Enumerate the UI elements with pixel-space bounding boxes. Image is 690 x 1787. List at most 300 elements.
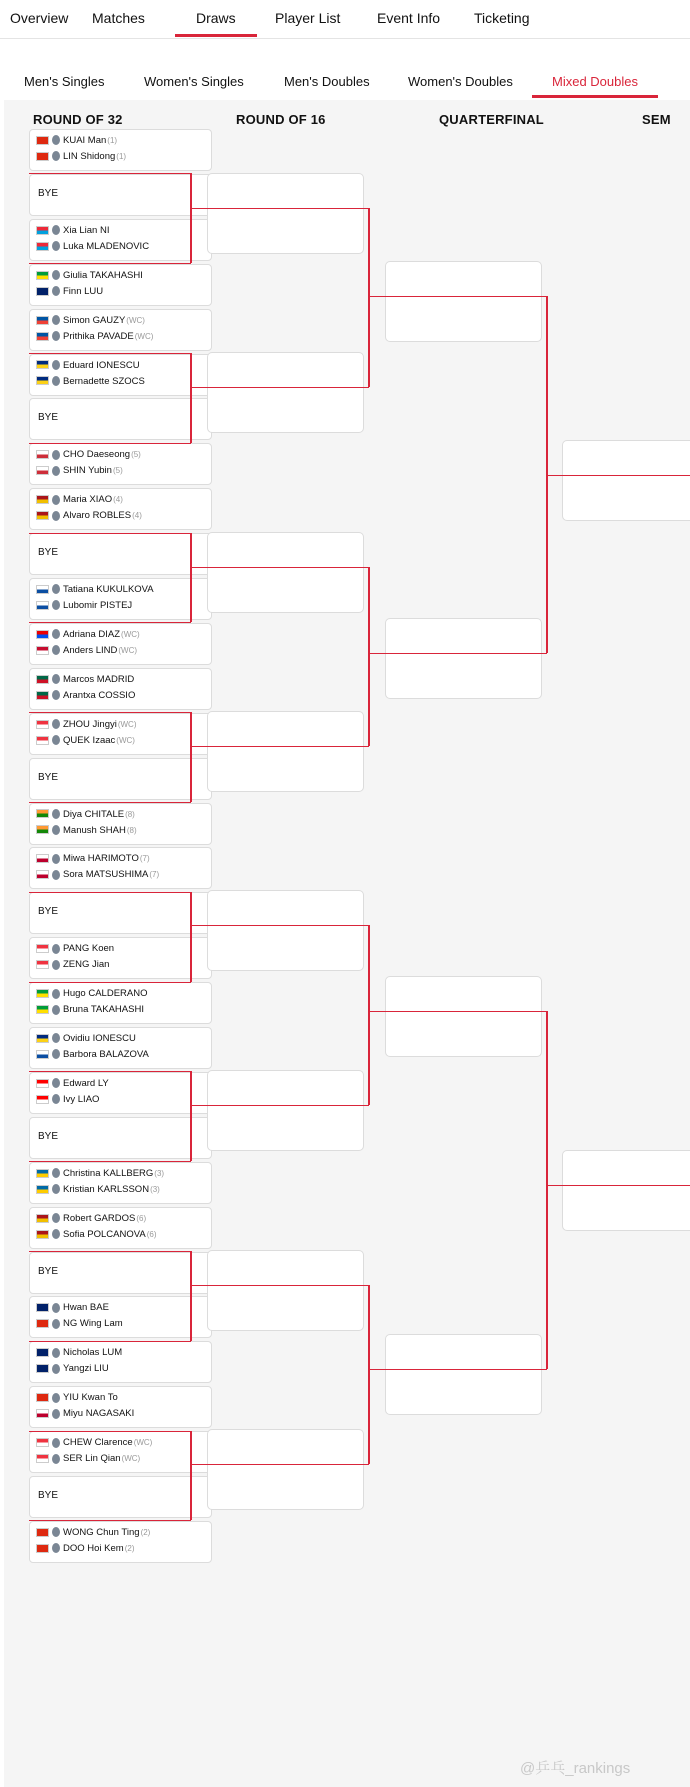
flag-icon-mex — [36, 675, 49, 684]
player-avatar — [52, 960, 60, 970]
flag-icon-esp — [36, 1214, 49, 1223]
seed-label: (1) — [107, 136, 118, 145]
pair-entry[interactable] — [29, 1027, 212, 1069]
player-name[interactable]: Bruna TAKAHASHI — [63, 1004, 144, 1016]
player-name[interactable]: Kristian KARLSSON — [63, 1183, 150, 1195]
flag-icon-rou — [36, 1034, 49, 1043]
bracket-connector — [29, 892, 191, 893]
bracket-connector — [191, 387, 369, 388]
player-avatar — [52, 1229, 60, 1239]
bracket-connector — [29, 622, 191, 623]
bye-slot — [29, 1117, 212, 1159]
player-avatar — [52, 135, 60, 145]
player-name[interactable]: Maria XIAO — [63, 494, 113, 506]
round-of-16-match[interactable] — [207, 173, 364, 254]
seed-label: (3) — [150, 1184, 160, 1194]
player-row[interactable] — [36, 1301, 211, 1315]
player-name[interactable]: CHEW Clarence — [63, 1437, 133, 1449]
player-name[interactable]: Robert GARDOS — [63, 1212, 136, 1224]
player-name[interactable]: ZENG Jian — [63, 959, 110, 971]
player-row[interactable] — [36, 359, 211, 373]
player-name[interactable]: Eduard IONESCU — [63, 359, 140, 371]
player-avatar — [52, 1438, 60, 1448]
player-avatar — [52, 825, 60, 835]
player-name[interactable]: Prithika PAVADE — [63, 330, 134, 342]
player-avatar — [52, 1184, 60, 1194]
player-avatar — [52, 376, 60, 386]
player-name[interactable]: QUEK Izaac — [63, 734, 116, 746]
event-tab-women-s-doubles[interactable]: Women's Doubles — [408, 74, 513, 89]
round-header-r32: ROUND OF 32 — [33, 112, 123, 127]
pair-entry[interactable] — [29, 129, 212, 171]
player-row[interactable] — [36, 509, 211, 523]
pair-entry[interactable] — [29, 1521, 212, 1563]
pair-entry[interactable] — [29, 578, 212, 620]
bracket-connector — [190, 533, 192, 623]
flag-icon-lux — [36, 242, 49, 251]
pair-entry[interactable] — [29, 1072, 212, 1114]
pair-entry[interactable] — [29, 219, 212, 261]
player-row[interactable] — [36, 330, 211, 344]
flag-icon-svk — [36, 1050, 49, 1059]
seed-label: (2) — [124, 1543, 135, 1553]
player-row[interactable] — [36, 314, 211, 328]
bracket-connector — [29, 443, 191, 444]
bracket-connector — [191, 1285, 369, 1286]
round-header-sf: SEM — [642, 112, 671, 127]
player-row[interactable] — [36, 942, 211, 956]
player-name[interactable]: Hugo CALDERANO — [63, 988, 148, 1000]
bracket-connector — [29, 353, 191, 354]
player-name[interactable]: Barbora BALAZOVA — [63, 1049, 149, 1060]
active-event-indicator — [532, 95, 658, 98]
player-row[interactable] — [36, 734, 211, 748]
player-avatar — [52, 989, 60, 999]
flag-icon-esp — [36, 1230, 49, 1239]
pair-entry[interactable] — [29, 982, 212, 1024]
bracket-connector — [29, 173, 191, 174]
player-name[interactable]: Ivy LIAO — [63, 1093, 100, 1105]
player-row[interactable] — [36, 958, 211, 972]
seed-label: (8) — [125, 809, 135, 819]
player-avatar — [52, 495, 60, 505]
event-tab-men-s-singles[interactable]: Men's Singles — [24, 74, 105, 89]
event-tab-women-s-singles[interactable]: Women's Singles — [144, 74, 244, 89]
player-avatar — [52, 719, 60, 729]
player-name[interactable]: SER Lin Qian — [63, 1453, 121, 1465]
pair-entry[interactable] — [29, 1296, 212, 1338]
player-avatar — [52, 735, 60, 745]
flag-icon-jpn — [36, 870, 49, 879]
seed-label: (5) — [112, 466, 123, 476]
quarterfinal-match[interactable] — [385, 618, 542, 699]
player-avatar — [52, 1303, 60, 1313]
flag-icon-esp — [36, 495, 49, 504]
bye-label: BYE — [38, 1130, 59, 1142]
bracket-connector — [369, 296, 547, 297]
player-name[interactable]: ZHOU Jingyi — [63, 718, 117, 730]
player-name[interactable]: CHO Daeseong — [63, 449, 131, 461]
round-of-16-match[interactable] — [207, 890, 364, 971]
bracket-connector — [29, 1341, 191, 1342]
flag-icon-svk — [36, 601, 49, 610]
bracket-connector — [190, 892, 192, 982]
player-row[interactable] — [36, 868, 211, 882]
seed-label: (WC) — [118, 645, 138, 655]
flag-icon-fra — [36, 316, 49, 325]
flag-icon-aus — [36, 287, 49, 296]
flag-icon-fra — [36, 332, 49, 341]
player-avatar — [52, 1364, 60, 1374]
player-row[interactable] — [36, 134, 211, 148]
player-avatar — [52, 629, 60, 639]
flag-icon-hkg — [36, 1393, 49, 1402]
flag-icon-jpn — [36, 1409, 49, 1418]
player-avatar — [52, 1319, 60, 1329]
seed-label: (4) — [132, 511, 142, 521]
flag-icon-sgp — [36, 720, 49, 729]
bye-slot — [29, 892, 212, 934]
flag-icon-bra — [36, 989, 49, 998]
round-of-16-match[interactable] — [207, 711, 364, 792]
seed-label: (8) — [126, 825, 137, 835]
player-row[interactable] — [36, 852, 211, 866]
pair-entry[interactable] — [29, 1207, 212, 1249]
player-row[interactable] — [36, 1167, 211, 1181]
nav-tab-overview[interactable]: Overview — [10, 10, 69, 26]
player-row[interactable] — [36, 1346, 211, 1360]
pair-entry[interactable] — [29, 1431, 212, 1473]
round-of-16-match[interactable] — [207, 1250, 364, 1331]
player-name[interactable]: LIN Shidong — [63, 151, 116, 162]
player-avatar — [52, 466, 60, 476]
player-name[interactable]: Miwa HARIMOTO — [63, 853, 139, 865]
player-avatar — [52, 360, 60, 370]
round-header-r16: ROUND OF 16 — [236, 112, 326, 127]
bracket-connector — [368, 1285, 370, 1464]
bye-label: BYE — [38, 1265, 59, 1277]
player-row[interactable] — [36, 1077, 211, 1091]
player-row[interactable] — [36, 718, 211, 732]
player-avatar — [52, 286, 60, 296]
flag-icon-esp — [36, 511, 49, 520]
pair-entry[interactable] — [29, 937, 212, 979]
bracket-connector — [191, 746, 369, 747]
active-nav-indicator — [175, 34, 257, 37]
player-avatar — [52, 854, 60, 864]
flag-icon-swe — [36, 1169, 49, 1178]
player-name[interactable]: Marcos MADRID — [63, 673, 135, 685]
player-row[interactable] — [36, 644, 211, 658]
player-row[interactable] — [36, 1228, 211, 1242]
event-tab-men-s-doubles[interactable]: Men's Doubles — [284, 74, 370, 89]
player-name[interactable]: Edward LY — [63, 1077, 109, 1089]
pair-entry[interactable] — [29, 1341, 212, 1383]
seed-label: (6) — [136, 1213, 147, 1223]
bracket-connector — [191, 925, 369, 926]
player-row[interactable] — [36, 1452, 211, 1466]
player-avatar — [52, 331, 60, 341]
pair-entry[interactable] — [29, 847, 212, 889]
player-row[interactable] — [36, 493, 211, 507]
player-avatar — [52, 1094, 60, 1104]
player-row[interactable] — [36, 1542, 211, 1556]
player-name[interactable]: Giulia TAKAHASHI — [63, 269, 143, 281]
player-name[interactable]: WONG Chun Ting — [63, 1526, 140, 1538]
round-of-16-match[interactable] — [207, 1070, 364, 1151]
flag-icon-sgp — [36, 944, 49, 953]
bracket-connector — [29, 1161, 191, 1162]
player-avatar — [52, 690, 60, 700]
seed-label: (WC) — [133, 1438, 153, 1448]
pair-entry[interactable] — [29, 1386, 212, 1428]
player-avatar — [52, 584, 60, 594]
player-avatar — [52, 1348, 60, 1358]
player-name[interactable]: Sora MATSUSHIMA — [63, 869, 149, 881]
player-avatar — [52, 511, 60, 521]
pair-entry[interactable] — [29, 309, 212, 351]
seed-label: (WC) — [116, 735, 135, 745]
bracket-connector — [190, 1431, 192, 1521]
round-of-16-match[interactable] — [207, 352, 364, 433]
player-row[interactable] — [36, 673, 211, 687]
player-row[interactable] — [36, 240, 211, 254]
round-of-16-match[interactable] — [207, 1429, 364, 1510]
bracket-connector — [29, 1431, 191, 1432]
player-name[interactable]: Arantxa COSSIO — [63, 689, 136, 701]
player-row[interactable] — [36, 448, 211, 462]
flag-icon-sgp — [36, 960, 49, 969]
bracket-connector — [29, 263, 191, 264]
flag-icon-can — [36, 1079, 49, 1088]
bracket-connector — [29, 802, 191, 803]
bye-label: BYE — [38, 412, 59, 424]
player-name[interactable]: SHIN Yubin — [63, 465, 112, 477]
player-row[interactable] — [36, 1317, 211, 1331]
bracket-connector — [191, 567, 369, 568]
flag-icon-sgp — [36, 1454, 49, 1463]
bracket-connector — [29, 1251, 191, 1252]
bracket-connector — [546, 1011, 548, 1369]
player-name[interactable]: YIU Kwan To — [63, 1392, 118, 1404]
player-name[interactable]: Miyu NAGASAKI — [63, 1408, 135, 1420]
pair-entry[interactable] — [29, 264, 212, 306]
bracket-connector — [369, 1369, 547, 1370]
player-row[interactable] — [36, 1093, 211, 1107]
flag-icon-aus — [36, 1348, 49, 1357]
player-row[interactable] — [36, 808, 211, 822]
player-avatar — [52, 809, 60, 819]
bracket-connector — [29, 533, 191, 534]
bracket-connector — [547, 1185, 690, 1186]
flag-icon-hkg — [36, 1319, 49, 1328]
flag-icon-sgp — [36, 1438, 49, 1447]
player-name[interactable]: Diya CHITALE — [63, 808, 125, 820]
nav-tab-draws[interactable]: Draws — [196, 10, 236, 26]
bracket-connector — [190, 1251, 192, 1341]
player-row[interactable] — [36, 599, 211, 613]
nav-tab-ticketing[interactable]: Ticketing — [474, 10, 530, 26]
bracket-connector — [29, 1071, 191, 1072]
watermark-text: @乒乓_rankings — [520, 1760, 631, 1777]
player-avatar — [52, 1049, 60, 1059]
bye-slot — [29, 533, 212, 575]
player-row[interactable] — [36, 987, 211, 1001]
player-row[interactable] — [36, 1407, 211, 1421]
player-name[interactable]: Luka MLADENOVIC — [63, 240, 150, 252]
player-row[interactable] — [36, 583, 211, 597]
flag-icon-svk — [36, 585, 49, 594]
player-row[interactable] — [36, 1526, 211, 1540]
bracket-connector — [369, 1011, 547, 1012]
flag-icon-can — [36, 1095, 49, 1104]
pair-entry[interactable] — [29, 623, 212, 665]
player-name[interactable]: Christina KALLBERG — [63, 1167, 154, 1179]
nav-tab-matches[interactable]: Matches — [92, 10, 145, 26]
player-row[interactable] — [36, 1362, 211, 1376]
flag-icon-hkg — [36, 1528, 49, 1537]
player-row[interactable] — [36, 689, 211, 703]
player-name[interactable]: Tatiana KUKULKOVA — [63, 584, 154, 595]
player-avatar — [52, 1005, 60, 1015]
seed-label: (WC) — [126, 315, 145, 325]
flag-icon-ind — [36, 809, 49, 818]
player-name[interactable]: Bernadette SZOCS — [63, 375, 145, 387]
event-tab-mixed-doubles[interactable]: Mixed Doubles — [552, 74, 638, 89]
player-row[interactable] — [36, 285, 211, 299]
player-row[interactable] — [36, 269, 211, 283]
bracket-connector — [191, 208, 369, 209]
player-avatar — [52, 270, 60, 280]
player-name[interactable]: PANG Koen — [63, 943, 115, 955]
flag-icon-chn — [36, 136, 49, 145]
player-avatar — [52, 1527, 60, 1537]
player-name[interactable]: Lubomir PISTEJ — [63, 600, 133, 611]
player-name[interactable]: Simon GAUZY — [63, 314, 126, 326]
flag-icon-chn — [36, 152, 49, 161]
pair-entry[interactable] — [29, 713, 212, 755]
player-name[interactable]: KUAI Man — [63, 135, 107, 146]
seed-label: (2) — [140, 1527, 151, 1537]
player-avatar — [52, 944, 60, 954]
pair-entry[interactable] — [29, 668, 212, 710]
player-row[interactable] — [36, 1048, 211, 1062]
bracket-connector — [29, 1520, 191, 1521]
player-name[interactable]: Sofia POLCANOVA — [63, 1228, 146, 1240]
seed-label: (6) — [146, 1229, 157, 1239]
bracket-connector — [29, 712, 191, 713]
seed-label: (7) — [149, 870, 160, 880]
player-avatar — [52, 1454, 60, 1464]
pair-entry[interactable] — [29, 488, 212, 530]
semifinal-match[interactable] — [562, 440, 690, 521]
player-name[interactable]: Yangzi LIU — [63, 1363, 109, 1375]
player-row[interactable] — [36, 1391, 211, 1405]
bracket-connector — [29, 982, 191, 983]
seed-label: (WC) — [121, 1454, 141, 1464]
player-avatar — [52, 450, 60, 460]
player-row[interactable] — [36, 150, 211, 164]
bye-slot — [29, 174, 212, 216]
player-row[interactable] — [36, 1212, 211, 1226]
seed-label: (1) — [116, 152, 127, 161]
round-of-16-match[interactable] — [207, 532, 364, 613]
player-avatar — [52, 241, 60, 251]
flag-icon-aus — [36, 1364, 49, 1373]
pair-entry[interactable] — [29, 443, 212, 485]
seed-label: (7) — [139, 854, 150, 864]
flag-icon-rou — [36, 376, 49, 385]
player-row[interactable] — [36, 464, 211, 478]
player-avatar — [52, 1213, 60, 1223]
semifinal-match[interactable] — [562, 1150, 690, 1231]
bracket-connector — [368, 208, 370, 387]
bracket-connector — [191, 1464, 369, 1465]
player-row[interactable] — [36, 224, 211, 238]
player-row[interactable] — [36, 824, 211, 838]
bracket-connector — [368, 925, 370, 1105]
bye-label: BYE — [38, 906, 59, 918]
flag-icon-jpn — [36, 854, 49, 863]
player-name[interactable]: Hwan BAE — [63, 1302, 109, 1314]
player-row[interactable] — [36, 1183, 211, 1197]
bracket-connector — [547, 475, 690, 476]
round-header-qf: QUARTERFINAL — [439, 112, 544, 127]
player-avatar — [52, 1078, 60, 1088]
player-name[interactable]: DOO Hoi Kem — [63, 1542, 124, 1554]
seed-label: (5) — [131, 450, 141, 460]
player-name[interactable]: Anders LIND — [63, 644, 118, 656]
bracket-connector — [191, 1105, 369, 1106]
player-row[interactable] — [36, 1003, 211, 1017]
bye-slot — [29, 1252, 212, 1294]
pair-entry[interactable] — [29, 354, 212, 396]
quarterfinal-match[interactable] — [385, 1334, 542, 1415]
flag-icon-ind — [36, 825, 49, 834]
player-name[interactable]: Xia Lian NI — [63, 224, 110, 236]
quarterfinal-match[interactable] — [385, 261, 542, 342]
flag-icon-kor — [36, 450, 49, 459]
player-name[interactable]: Nicholas LUM — [63, 1347, 123, 1359]
player-name[interactable]: Ovidiu IONESCU — [63, 1033, 136, 1044]
bye-slot — [29, 1476, 212, 1518]
player-name[interactable]: NG Wing Lam — [63, 1318, 123, 1330]
player-name[interactable]: Manush SHAH — [63, 824, 126, 836]
player-avatar — [52, 315, 60, 325]
player-row[interactable] — [36, 1032, 211, 1046]
bracket-connector — [190, 353, 192, 443]
player-row[interactable] — [36, 628, 211, 642]
pair-entry[interactable] — [29, 803, 212, 845]
bye-slot — [29, 758, 212, 800]
flag-icon-rou — [36, 360, 49, 369]
top-navigation — [0, 0, 690, 39]
bracket-connector — [190, 712, 192, 802]
player-avatar — [52, 600, 60, 610]
nav-tab-event-info[interactable]: Event Info — [377, 10, 441, 26]
nav-tab-player-list[interactable]: Player List — [275, 10, 341, 26]
player-row[interactable] — [36, 1436, 211, 1450]
pair-entry[interactable] — [29, 1162, 212, 1204]
player-name[interactable]: Adriana DIAZ — [63, 628, 121, 640]
player-name[interactable]: Alvaro ROBLES — [63, 510, 132, 522]
quarterfinal-match[interactable] — [385, 976, 542, 1057]
player-row[interactable] — [36, 375, 211, 389]
seed-label: (WC) — [121, 629, 140, 639]
flag-icon-aus — [36, 1303, 49, 1312]
player-avatar — [52, 674, 60, 684]
player-name[interactable]: Finn LUU — [63, 285, 104, 297]
